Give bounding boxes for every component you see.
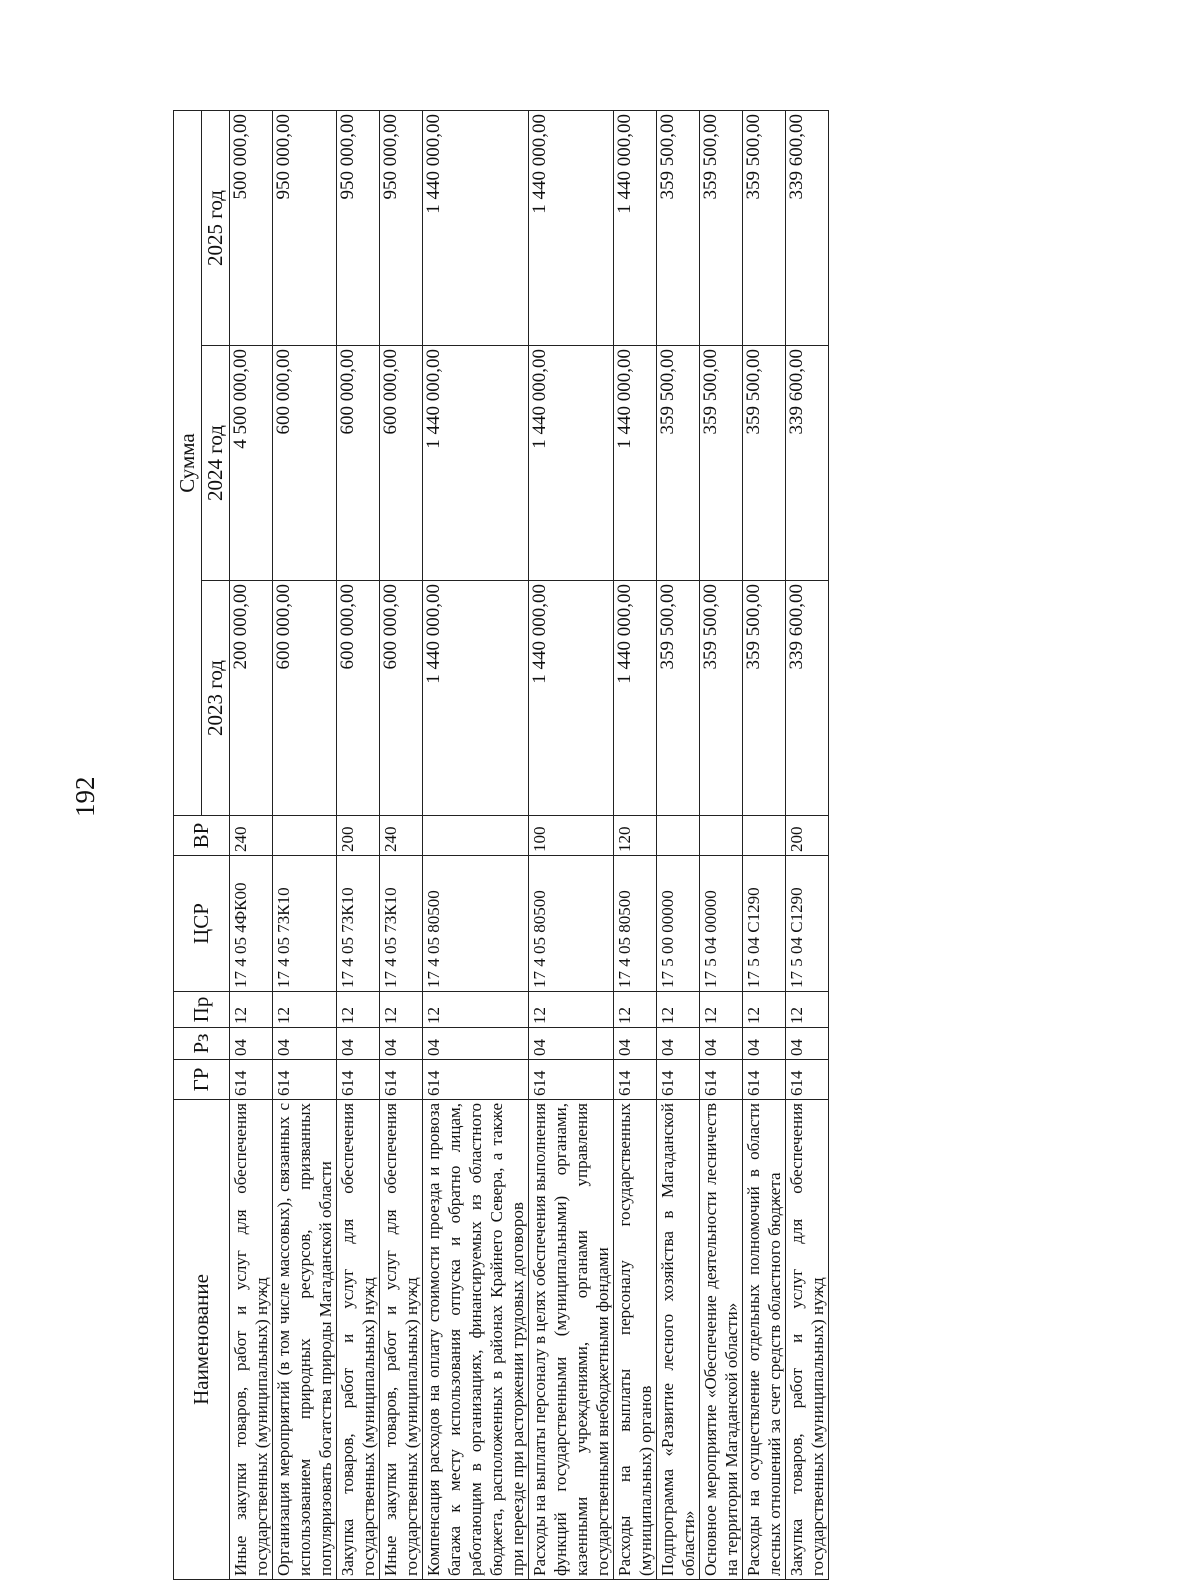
row-csr: 17 4 05 4ФК00 (230, 856, 273, 992)
row-gr: 614 (786, 1060, 829, 1100)
row-csr: 17 4 05 73К10 (337, 856, 380, 992)
rotated-table-wrapper (173, 110, 1093, 1580)
row-rz: 04 (614, 1028, 657, 1060)
row-gr: 614 (657, 1060, 700, 1100)
row-csr: 17 5 04 С1290 (743, 856, 786, 992)
row-vr (657, 816, 700, 856)
row-csr: 17 4 05 80500 (423, 856, 529, 992)
row-csr: 17 4 05 80500 (529, 856, 614, 992)
row-vr: 240 (380, 816, 423, 856)
table-row (786, 111, 829, 1580)
row-rz: 04 (743, 1028, 786, 1060)
table-row (743, 111, 786, 1580)
row-sum-2025: 1 440 000,00 (423, 111, 529, 346)
row-name: Закупка товаров, работ и услуг для обеспечения государственных (муниципальных) нужд (337, 1100, 380, 1580)
row-gr: 614 (529, 1060, 614, 1100)
row-name: Основное мероприятие «Обеспечение деятельности лесничеств на территории Магаданской области» (700, 1100, 743, 1580)
row-sum-2023: 359 500,00 (743, 581, 786, 816)
row-sum-2024: 1 440 000,00 (614, 346, 657, 581)
row-gr: 614 (337, 1060, 380, 1100)
row-sum-2025: 950 000,00 (337, 111, 380, 346)
row-sum-2023: 359 500,00 (657, 581, 700, 816)
row-gr: 614 (380, 1060, 423, 1100)
row-gr: 614 (423, 1060, 529, 1100)
row-vr: 240 (230, 816, 273, 856)
header-year-2025: 2025 год (202, 111, 230, 346)
row-rz: 04 (273, 1028, 337, 1060)
row-csr: 17 4 05 73К10 (273, 856, 337, 992)
row-vr (273, 816, 337, 856)
budget-table (173, 110, 829, 1580)
row-vr (423, 816, 529, 856)
row-csr: 17 5 04 С1290 (786, 856, 829, 992)
row-name: Иные закупки товаров, работ и услуг для обеспечения государственных (муниципальных) нужд (380, 1100, 423, 1580)
row-gr: 614 (230, 1060, 273, 1100)
row-gr: 614 (614, 1060, 657, 1100)
row-pr: 12 (423, 992, 529, 1028)
row-rz: 04 (337, 1028, 380, 1060)
table-row (700, 111, 743, 1580)
row-rz: 04 (657, 1028, 700, 1060)
row-vr: 200 (337, 816, 380, 856)
row-gr: 614 (273, 1060, 337, 1100)
row-sum-2025: 1 440 000,00 (614, 111, 657, 346)
row-name: Организация мероприятий (в том числе массовых), связанных с использованием природных ресурсов, призванных популяризовать богатства природы Магаданской области (273, 1100, 337, 1580)
row-sum-2025: 339 600,00 (786, 111, 829, 346)
table-body (230, 111, 829, 1580)
row-vr: 120 (614, 816, 657, 856)
row-sum-2024: 359 500,00 (657, 346, 700, 581)
row-pr: 12 (273, 992, 337, 1028)
row-pr: 12 (529, 992, 614, 1028)
row-vr (700, 816, 743, 856)
header-pr: Пр (174, 992, 230, 1028)
header-year-2023: 2023 год (202, 581, 230, 816)
row-sum-2024: 600 000,00 (380, 346, 423, 581)
row-sum-2024: 339 600,00 (786, 346, 829, 581)
row-pr: 12 (743, 992, 786, 1028)
row-vr: 100 (529, 816, 614, 856)
row-name: Компенсация расходов на оплату стоимости проезда и провоза багажа к месту использования отпуска и обратно лицам, работающим в организациях, финансируемых из областного бюджета, расположенных в районах Крайнего Севера, а также при переезде при расторжении трудовых договоров (423, 1100, 529, 1580)
row-sum-2024: 359 500,00 (743, 346, 786, 581)
page-number: 192 (70, 776, 100, 817)
row-rz: 04 (380, 1028, 423, 1060)
row-sum-2023: 1 440 000,00 (529, 581, 614, 816)
row-gr: 614 (743, 1060, 786, 1100)
row-sum-2023: 1 440 000,00 (614, 581, 657, 816)
row-sum-2025: 359 500,00 (700, 111, 743, 346)
row-sum-2025: 359 500,00 (657, 111, 700, 346)
row-sum-2025: 1 440 000,00 (529, 111, 614, 346)
table-row (529, 111, 614, 1580)
header-gr: ГР (174, 1060, 230, 1100)
row-sum-2023: 359 500,00 (700, 581, 743, 816)
row-rz: 04 (230, 1028, 273, 1060)
row-name: Расходы на осуществление отдельных полномочий в области лесных отношений за счет средств областного бюджета (743, 1100, 786, 1580)
table-row (337, 111, 380, 1580)
row-pr: 12 (700, 992, 743, 1028)
row-csr: 17 4 05 73К10 (380, 856, 423, 992)
row-sum-2024: 4 500 000,00 (230, 346, 273, 581)
table-row (614, 111, 657, 1580)
row-sum-2024: 1 440 000,00 (423, 346, 529, 581)
table-row (423, 111, 529, 1580)
header-vr: ВР (174, 816, 230, 856)
row-csr: 17 4 05 80500 (614, 856, 657, 992)
row-sum-2024: 359 500,00 (700, 346, 743, 581)
row-name: Подпрограмма «Развитие лесного хозяйства в Магаданской области» (657, 1100, 700, 1580)
header-csr: ЦСР (174, 856, 230, 992)
row-sum-2023: 600 000,00 (380, 581, 423, 816)
header-rz: Рз (174, 1028, 230, 1060)
row-sum-2023: 600 000,00 (273, 581, 337, 816)
header-sum: Сумма (174, 111, 202, 816)
row-csr: 17 5 00 00000 (657, 856, 700, 992)
table-row (657, 111, 700, 1580)
row-rz: 04 (700, 1028, 743, 1060)
row-pr: 12 (337, 992, 380, 1028)
row-sum-2023: 600 000,00 (337, 581, 380, 816)
row-name: Закупка товаров, работ и услуг для обеспечения государственных (муниципальных) нужд (786, 1100, 829, 1580)
row-sum-2023: 339 600,00 (786, 581, 829, 816)
header-year-2024: 2024 год (202, 346, 230, 581)
row-csr: 17 5 04 00000 (700, 856, 743, 992)
table-row (380, 111, 423, 1580)
row-name: Расходы на выплаты персоналу в целях обеспечения выполнения функций государственными (муниципальными) органами, казенными учреждениями, органами управления государственными внебюджетными фондами (529, 1100, 614, 1580)
row-name: Расходы на выплаты персоналу государственных (муниципальных) органов (614, 1100, 657, 1580)
row-sum-2025: 950 000,00 (273, 111, 337, 346)
row-sum-2024: 600 000,00 (273, 346, 337, 581)
row-sum-2025: 359 500,00 (743, 111, 786, 346)
row-pr: 12 (380, 992, 423, 1028)
row-pr: 12 (230, 992, 273, 1028)
row-pr: 12 (614, 992, 657, 1028)
row-rz: 04 (423, 1028, 529, 1060)
table-row (273, 111, 337, 1580)
row-gr: 614 (700, 1060, 743, 1100)
row-rz: 04 (786, 1028, 829, 1060)
table-row (230, 111, 273, 1580)
row-pr: 12 (786, 992, 829, 1028)
row-name: Иные закупки товаров, работ и услуг для обеспечения государственных (муниципальных) нужд (230, 1100, 273, 1580)
row-sum-2025: 500 000,00 (230, 111, 273, 346)
row-rz: 04 (529, 1028, 614, 1060)
row-vr: 200 (786, 816, 829, 856)
row-sum-2025: 950 000,00 (380, 111, 423, 346)
row-sum-2024: 600 000,00 (337, 346, 380, 581)
header-name: Наименование (174, 1100, 230, 1580)
row-pr: 12 (657, 992, 700, 1028)
row-sum-2024: 1 440 000,00 (529, 346, 614, 581)
row-sum-2023: 1 440 000,00 (423, 581, 529, 816)
row-sum-2023: 200 000,00 (230, 581, 273, 816)
row-vr (743, 816, 786, 856)
